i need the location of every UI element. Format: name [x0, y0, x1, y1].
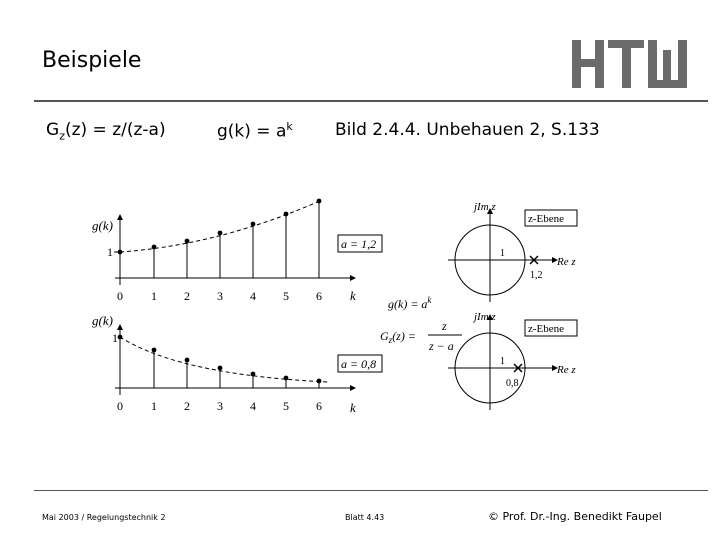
bottom-plot-xlabel: k	[350, 400, 356, 415]
bottom-plot-ymark: 1	[112, 331, 118, 345]
top-tick-0: 0	[117, 289, 123, 303]
footer-right: © Prof. Dr.-Ing. Benedikt Faupel	[488, 510, 662, 523]
bottom-tick-4: 4	[250, 399, 256, 413]
header-rule	[34, 100, 708, 102]
bottom-tick-1: 1	[151, 399, 157, 413]
bottom-plane-label: z-Ebene	[528, 323, 565, 335]
bottom-plot-ylabel: g(k)	[92, 313, 113, 328]
bottom-plane-unit: 1	[500, 356, 505, 367]
formula-sequence: $g(k) = a^k$	[217, 120, 293, 142]
bottom-tick-6: 6	[316, 399, 322, 413]
formula-reference: Bild 2.4.4. Unbehauen 2, S.133	[335, 120, 600, 140]
bottom-tick-2: 2	[184, 399, 190, 413]
bottom-plane-re: Re z	[557, 364, 576, 376]
top-plane-pole: 1,2	[530, 270, 543, 281]
middle-eq-num: z	[442, 319, 447, 333]
bottom-tick-5: 5	[283, 399, 289, 413]
top-plane-unit: 1	[500, 248, 505, 259]
bottom-tick-3: 3	[217, 399, 223, 413]
top-plane-im: jIm z	[474, 201, 496, 213]
bottom-plot-param: a = 0,8	[341, 357, 377, 371]
footer-rule	[34, 490, 708, 491]
top-tick-4: 4	[250, 289, 256, 303]
top-plane-re: Re z	[557, 256, 576, 268]
top-tick-2: 2	[184, 289, 190, 303]
htw-logo	[572, 40, 692, 90]
bottom-plane-im: jIm z	[474, 311, 496, 323]
top-tick-1: 1	[151, 289, 157, 303]
formula-transfer-function: $G_z(z) = z/(z-a)$	[46, 120, 166, 143]
top-tick-3: 3	[217, 289, 223, 303]
middle-eq-lhs: $G_z(z)$ =	[380, 329, 416, 345]
top-tick-6: 6	[316, 289, 322, 303]
top-plot-xlabel: k	[350, 288, 356, 303]
top-plot-param: a = 1,2	[341, 237, 377, 251]
figure-sequences-and-planes	[60, 190, 600, 430]
slide-title: Beispiele	[42, 48, 142, 73]
bottom-plane-pole: 0,8	[506, 378, 519, 389]
top-plane-label: z-Ebene	[528, 213, 565, 225]
top-plot-ylabel: g(k)	[92, 218, 113, 233]
bottom-tick-0: 0	[117, 399, 123, 413]
middle-eq-sequence: $g(k) = a^k$	[388, 295, 432, 311]
middle-eq-den: z − a	[429, 339, 454, 353]
top-tick-5: 5	[283, 289, 289, 303]
footer-center: Blatt 4.43	[345, 513, 385, 522]
footer-left: Mai 2003 / Regelungstechnik 2	[42, 513, 166, 522]
top-plot-ymark: 1	[107, 245, 113, 259]
middle-equations	[380, 295, 462, 353]
